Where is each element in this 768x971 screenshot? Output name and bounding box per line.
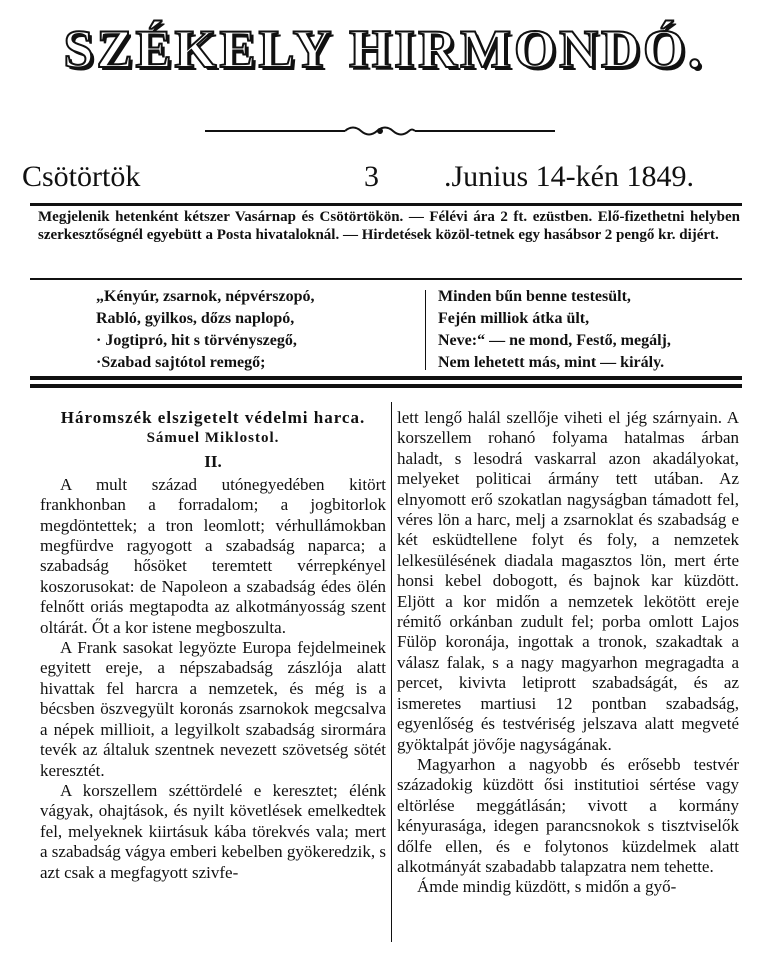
poem-line: Fején milliok átka ült, xyxy=(438,310,590,327)
subscription-notice: Megjelenik hetenként kétszer Vasárnap és Csötörtökön. — Félévi ára 2 ft. ezüstben. Elő-fizethetni helyben szerkesztőségnél egyebütt a Posta hivataloknál. — Hirdetések közöl-tetnek egy hasábsor 2 pengő kr. dijért. xyxy=(38,209,740,243)
article-paragraph: Magyarhon a nagyobb és erősebb testvér századokig küzdött ősi institutioi sértése vagy eltörlése meggátlásán; vivott a kormány kényurasága, idegen parancsnokok s tisztviselők dőlfe ellen, és e folytonos küzdelmek alatt alkotmányát szabadabb talapzatra nem tehette. xyxy=(397,754,739,876)
article-paragraph: A Frank sasokat legyözte Europa fejdelmeinek egyitett ereje, a népszabadság zászlója alatt hivattak fel harcra a nemzetek, és még is a bécsben öszvegyült koronás zsarnokok megcsalva a népek millioit, a legyilkolt szabadság sirormára tevék az általuk szentnek nevezett szövetség sötét keresztét. xyxy=(40,638,386,780)
issue-date: .Junius 14-kén 1849. xyxy=(444,160,694,193)
article-column-right xyxy=(397,408,739,898)
poem-line: Nem lehetett más, mint — király. xyxy=(438,354,665,371)
column-divider xyxy=(391,402,392,942)
rule-thick-2 xyxy=(30,384,742,388)
poem-right xyxy=(438,286,738,374)
poem-line: „Kényúr, zsarnok, népvérszopó, xyxy=(96,288,315,305)
rule-notice xyxy=(30,278,742,280)
poem-left xyxy=(96,286,416,374)
rule-top xyxy=(30,203,742,206)
poem-line: Minden bűn benne testesült, xyxy=(438,288,631,305)
issue-day: Csötörtök xyxy=(22,160,141,193)
article-column-left xyxy=(40,408,386,883)
poem-line: · Jogtipró, hit s törvényszegő, xyxy=(96,332,297,349)
poem-line: Rabló, gyilkos, dőzs naplopó, xyxy=(96,310,295,327)
article-paragraph: lett lengő halál szellője viheti el jég szárnyain. A korszellem rohanó folyama hatalmas árban haladt, s lesodrá vaskarral azon akadályokat, melyeket politicai ármány tett utában. Az elnyomott erő szokatlan nagyságban támadott fel, véres lön a harc, melj a zsarnoklat és szabadság e két esküdtellene folyt és foly, a nemzetek lelkesülésének diadala magasztos lön, mert érte honsi kebel dobogott, és bajnok kar küzdött. Eljött a kor midőn a nemzetek lekötött ereje rémitő orkánban zudult fel; porba omlott Lajos Fülöp koronája, ingottak a tronok, szakadtak a válasz falak, s a nagy magyarhon megragadta a percet, kivivta letiprott szabadságát, és az ismeretes martiusi 12 pontban szabadság, egyenlőség és testvériség jelszava alatt megveté gyöktalpát jövője nagyságának. xyxy=(397,408,739,754)
poem-line: Neve:“ — ne mond, Festő, megálj, xyxy=(438,332,671,349)
article-paragraph: Ámde mindig küzdött, s midőn a győ- xyxy=(417,877,677,897)
poem-divider xyxy=(425,290,426,370)
article-paragraph: A mult század utónegyedében kitört frankhonban a forradalom; a jogbitorlok megdöntettek; a tron leomlott; vérhullámokban megfürdve ragyogott a szabadság naparca; a szabadság hősöket teremtett vérrepkényel koszorusokat: de Napoleon a szabadság édes ölén felnőtt oriás megtapodta az alkotmányosság szent oltárát. Őt a kor istene megboszulta. xyxy=(40,474,386,637)
poem-line: ·Szabad sajtótol remegő; xyxy=(96,354,266,371)
rule-thick-1 xyxy=(30,376,742,380)
issue-number: 3 xyxy=(364,160,379,193)
newspaper-masthead: SZÉKELY HIRMONDÓ. xyxy=(63,19,705,79)
article-title: Háromszék elszigetelt védelmi harca. xyxy=(60,408,366,427)
ornament-divider xyxy=(205,124,555,138)
article-section: II. xyxy=(204,452,222,472)
dateline xyxy=(22,160,748,200)
article-paragraph: A korszellem széttördelé e keresztet; élénk vágyak, ohajtások, és nyilt követlések emelkedtek fel, melyeknek kiirtásuk kába törekvés vala; mert a szabadság vágya emberi kebelben gyökeredzik, s azt csak a megfagyott szivfe- xyxy=(40,780,386,882)
article-author: Sámuel Miklostol. xyxy=(146,430,280,446)
